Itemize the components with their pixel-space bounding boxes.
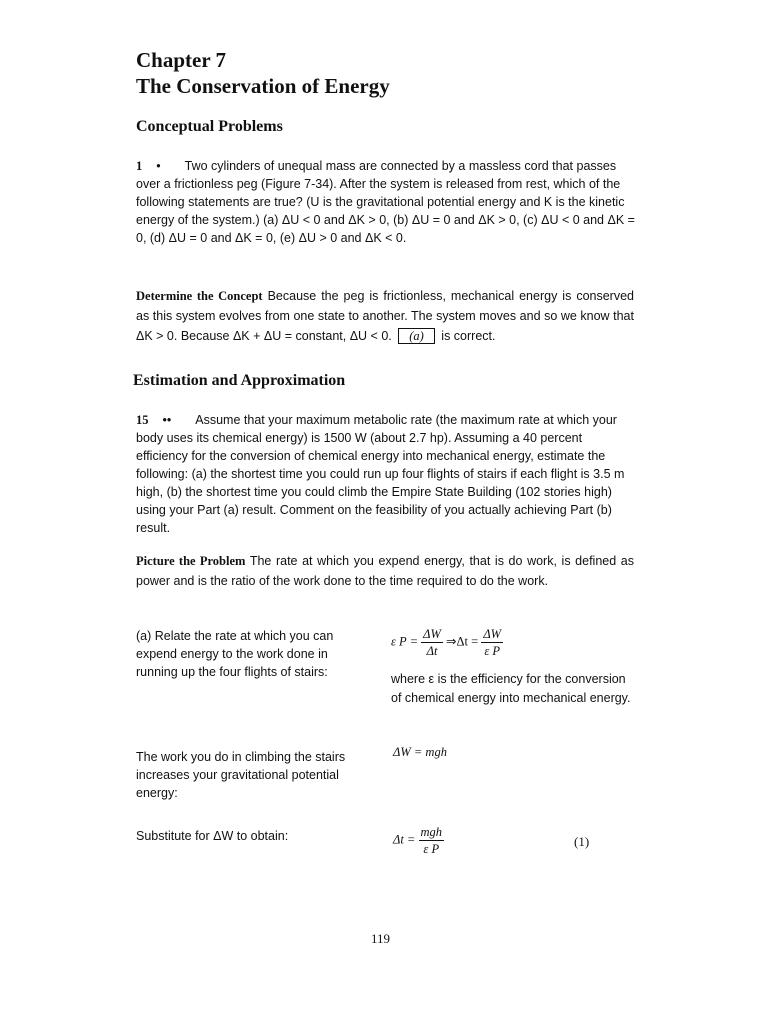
eq-lhs: ε P = [391,634,419,649]
answer-suffix: is correct. [441,329,496,343]
problem-1-statement [136,157,636,247]
picture-text: The rate at which you expend energy, that is do work, is defined as power and is the ratio of the work done to the time required to do the work. [136,554,634,588]
answer-box: (a) [398,328,435,344]
equation-number: (1) [574,834,590,849]
problem-15-picture [136,551,634,591]
eq-lhs: Δt = [393,832,416,847]
denominator: Δt [426,644,438,658]
time-equation [393,824,444,857]
chapter-title: The Conservation of Energy [136,74,390,98]
implies-symbol: ⇒Δt = [446,634,479,649]
step-work-label: The work you do in climbing the stairs increases your gravitational potential energy: [136,750,346,800]
fraction-2 [481,626,503,659]
picture-heading: Picture the Problem [136,554,246,568]
problem-number: 1 [136,159,143,173]
difficulty-bullet: • [156,159,161,173]
problem-text: Two cylinders of unequal mass are connected by a massless cord that passes over a frictionless peg (Figure 7-34). After the system is released from rest, which of the following statements are true? (U is the gravitational potential energy and K is the kinetic energy of the system.) (a) ΔU < 0 and ΔK > 0, (b) ΔU = 0 and ΔK > 0, (c) ΔU < 0 and ΔK = 0, (d) ΔU = 0 and ΔK = 0, (e) ΔU > 0 and ΔK < 0. [136,159,635,245]
section-heading-conceptual: Conceptual Problems [136,118,283,135]
fraction [419,824,445,857]
numerator: ΔW [423,627,441,641]
step-substitute-label: Substitute for ΔW to obtain: [136,829,289,843]
power-equation [391,626,503,659]
page-number: 119 [371,931,391,946]
denominator: ε P [423,842,440,856]
concept-text: Because the peg is frictionless, mechanical energy is conserved as this system evolves from one state to another. The system moves and so we know that ΔK > 0. Because ΔK + ΔU = constant, ΔU < 0. [136,289,634,343]
numerator: mgh [420,825,443,839]
where-explanation: where ε is the efficiency for the conversion of chemical energy into mechanical energy. [391,672,631,705]
chapter-heading [136,47,390,99]
problem-text: Assume that your maximum metabolic rate (the maximum rate at which your body uses its chemical energy) is 1500 W (about 2.7 hp). Assuming a 40 percent efficiency for the conversion of chemical energy into mechanical energy, estimate the following: (a) the shortest time you could run up four flights of stairs if each flight is 3.5 m high, (b) the shortest time you could climb the Empire State Building (102 stories high) using your Part (a) result. Comment on the feasibility of you actually achieving Part (b) result. [136,413,625,535]
difficulty-bullet: •• [162,413,172,427]
section-heading-estimation: Estimation and Approximation [133,372,346,389]
problem-15-statement [136,411,636,537]
concept-heading: Determine the Concept [136,289,263,303]
denominator: ε P [484,644,501,658]
problem-number: 15 [136,413,149,427]
step-a-label: (a) Relate the rate at which you can expend energy to the work done in running up the four flights of stairs: [136,629,334,679]
numerator: ΔW [483,627,502,641]
problem-1-solution [136,286,634,346]
fraction-1 [421,626,443,659]
work-equation: ΔW = mgh [393,745,447,759]
chapter-label: Chapter 7 [136,48,227,72]
